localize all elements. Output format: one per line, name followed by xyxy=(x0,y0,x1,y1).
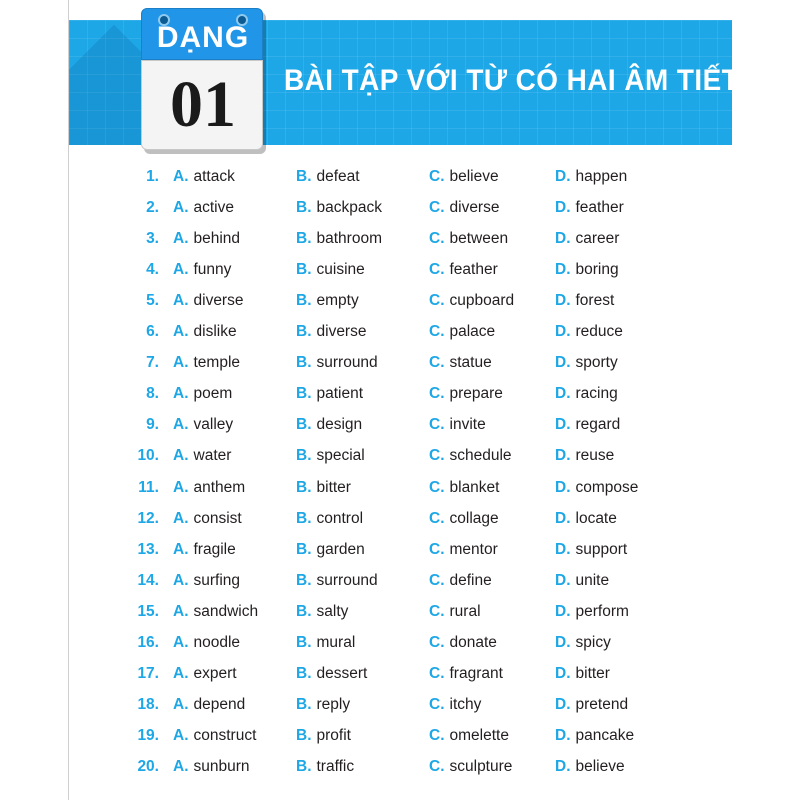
option-c xyxy=(429,199,499,217)
option-letter: A. xyxy=(173,757,189,775)
option-letter: D. xyxy=(555,478,571,496)
option-word: pancake xyxy=(575,726,635,744)
option-letter: D. xyxy=(555,230,571,248)
calendar-body xyxy=(141,60,263,150)
option-letter: C. xyxy=(429,757,445,775)
question-number: 17. xyxy=(137,664,159,682)
option-c xyxy=(429,292,514,310)
option-word: salty xyxy=(316,602,349,620)
question-row xyxy=(0,168,800,199)
question-row xyxy=(0,292,800,323)
option-word: dislike xyxy=(193,323,237,341)
option-letter: A. xyxy=(173,199,189,217)
question-number: 2. xyxy=(146,199,159,217)
option-word: diverse xyxy=(316,323,367,341)
question-row xyxy=(0,354,800,385)
option-word: surround xyxy=(316,354,378,372)
option-word: itchy xyxy=(449,695,482,713)
option-letter: B. xyxy=(296,571,312,589)
option-letter: B. xyxy=(296,695,312,713)
option-d xyxy=(555,168,627,186)
option-letter: A. xyxy=(173,168,189,185)
option-c xyxy=(429,354,492,372)
question-number: 9. xyxy=(146,416,159,434)
question-number: 11. xyxy=(138,478,159,496)
option-word: boring xyxy=(575,261,619,279)
option-word: surfing xyxy=(193,571,241,589)
option-d xyxy=(555,199,624,217)
option-word: bathroom xyxy=(316,230,382,248)
option-b xyxy=(296,603,348,621)
option-c xyxy=(429,168,499,186)
option-letter: C. xyxy=(429,478,445,496)
question-row xyxy=(0,479,800,510)
option-letter: D. xyxy=(555,509,571,527)
question-row xyxy=(0,634,800,665)
option-b xyxy=(296,758,354,776)
option-word: cupboard xyxy=(449,292,515,310)
option-letter: B. xyxy=(296,633,312,651)
option-word: donate xyxy=(449,633,497,651)
tag-number: 01 xyxy=(170,68,236,141)
option-word: construct xyxy=(193,726,257,744)
option-c xyxy=(429,510,499,528)
option-b xyxy=(296,168,360,186)
option-c xyxy=(429,665,503,683)
option-c xyxy=(429,603,481,621)
option-letter: A. xyxy=(173,695,189,713)
option-word: believe xyxy=(575,757,625,775)
question-row xyxy=(0,230,800,261)
option-word: spicy xyxy=(575,633,611,651)
option-letter: C. xyxy=(429,168,445,185)
option-a xyxy=(173,603,258,621)
option-d xyxy=(555,447,614,465)
option-c xyxy=(429,323,495,341)
option-letter: C. xyxy=(429,230,445,248)
option-b xyxy=(296,665,367,683)
option-word: funny xyxy=(193,261,232,279)
option-letter: D. xyxy=(555,261,571,279)
option-letter: B. xyxy=(296,726,312,744)
option-a xyxy=(173,385,232,403)
option-letter: A. xyxy=(173,323,189,341)
option-letter: C. xyxy=(429,695,445,713)
option-a xyxy=(173,541,236,559)
option-word: sporty xyxy=(575,354,618,372)
option-letter: B. xyxy=(296,478,312,496)
option-word: bitter xyxy=(575,664,610,682)
option-b xyxy=(296,354,378,372)
option-d xyxy=(555,758,625,776)
option-d xyxy=(555,385,618,403)
question-number: 1. xyxy=(146,168,159,185)
option-word: cuisine xyxy=(316,261,365,279)
option-letter: A. xyxy=(173,726,189,744)
option-word: sandwich xyxy=(193,602,259,620)
option-b xyxy=(296,572,378,590)
option-letter: A. xyxy=(173,540,189,558)
option-c xyxy=(429,416,486,434)
option-b xyxy=(296,541,365,559)
option-letter: C. xyxy=(429,540,445,558)
question-number: 20. xyxy=(137,757,159,775)
option-word: believe xyxy=(449,168,499,185)
option-word: omelette xyxy=(449,726,509,744)
option-word: feather xyxy=(575,199,624,217)
option-letter: A. xyxy=(173,447,189,465)
option-letter: C. xyxy=(429,385,445,403)
option-word: happen xyxy=(575,168,628,185)
calendar-tag xyxy=(141,8,263,150)
question-row xyxy=(0,323,800,354)
option-word: attack xyxy=(193,168,235,185)
option-word: expert xyxy=(193,664,237,682)
option-a xyxy=(173,572,240,590)
option-b xyxy=(296,292,359,310)
option-b xyxy=(296,230,382,248)
option-b xyxy=(296,385,363,403)
option-letter: D. xyxy=(555,416,571,434)
option-letter: A. xyxy=(173,571,189,589)
option-word: depend xyxy=(193,695,246,713)
option-letter: A. xyxy=(173,292,189,310)
option-letter: B. xyxy=(296,323,312,341)
option-letter: D. xyxy=(555,292,571,310)
option-word: traffic xyxy=(316,757,355,775)
option-d xyxy=(555,665,610,683)
option-word: fragile xyxy=(193,540,236,558)
option-letter: A. xyxy=(173,664,189,682)
option-word: sculpture xyxy=(449,757,513,775)
question-row xyxy=(0,510,800,541)
option-word: fragrant xyxy=(449,664,503,682)
option-a xyxy=(173,323,237,341)
option-letter: C. xyxy=(429,602,445,620)
option-b xyxy=(296,510,363,528)
option-a xyxy=(173,261,231,279)
option-d xyxy=(555,292,614,310)
page-title: BÀI TẬP VỚI TỪ CÓ HAI ÂM TIẾT xyxy=(284,64,740,97)
option-d xyxy=(555,541,627,559)
option-a xyxy=(173,634,240,652)
option-letter: D. xyxy=(555,447,571,465)
option-letter: B. xyxy=(296,447,312,465)
option-b xyxy=(296,199,382,217)
option-d xyxy=(555,696,628,714)
option-letter: D. xyxy=(555,168,571,185)
option-letter: D. xyxy=(555,695,571,713)
question-number: 4. xyxy=(146,261,159,279)
question-number: 15. xyxy=(137,602,159,620)
option-letter: A. xyxy=(173,633,189,651)
question-row xyxy=(0,696,800,727)
option-letter: C. xyxy=(429,354,445,372)
option-word: reply xyxy=(316,695,351,713)
question-number: 14. xyxy=(137,571,159,589)
option-letter: D. xyxy=(555,757,571,775)
option-d xyxy=(555,634,611,652)
option-d xyxy=(555,354,618,372)
option-word: diverse xyxy=(449,199,500,217)
option-word: noodle xyxy=(193,633,241,651)
option-word: support xyxy=(575,540,628,558)
question-number: 5. xyxy=(146,292,159,310)
option-word: collage xyxy=(449,509,499,527)
question-number: 7. xyxy=(146,354,159,372)
option-word: define xyxy=(449,571,492,589)
option-word: behind xyxy=(193,230,241,248)
option-word: prepare xyxy=(449,385,503,403)
option-letter: B. xyxy=(296,602,312,620)
option-letter: C. xyxy=(429,633,445,651)
question-number: 13. xyxy=(137,540,159,558)
option-a xyxy=(173,696,245,714)
option-letter: B. xyxy=(296,664,312,682)
question-row xyxy=(0,572,800,603)
option-c xyxy=(429,447,512,465)
option-c xyxy=(429,479,499,497)
option-letter: C. xyxy=(429,199,445,217)
question-row xyxy=(0,758,800,789)
option-letter: A. xyxy=(173,261,189,279)
option-letter: A. xyxy=(173,602,189,620)
option-letter: B. xyxy=(296,261,312,279)
calendar-header xyxy=(141,8,263,60)
option-b xyxy=(296,416,362,434)
option-letter: B. xyxy=(296,230,312,248)
option-word: patient xyxy=(316,385,364,403)
option-word: special xyxy=(316,447,365,465)
option-letter: D. xyxy=(555,664,571,682)
option-letter: B. xyxy=(296,540,312,558)
question-number: 19. xyxy=(137,726,159,744)
option-a xyxy=(173,168,235,186)
option-word: defeat xyxy=(316,168,360,185)
option-word: empty xyxy=(316,292,359,310)
option-word: anthem xyxy=(193,478,246,496)
question-row xyxy=(0,385,800,416)
option-letter: B. xyxy=(296,385,312,403)
question-row xyxy=(0,727,800,758)
option-word: surround xyxy=(316,571,378,589)
option-word: mentor xyxy=(449,540,498,558)
option-c xyxy=(429,385,503,403)
option-word: temple xyxy=(193,354,241,372)
option-word: schedule xyxy=(449,447,512,465)
option-letter: A. xyxy=(173,416,189,434)
option-letter: D. xyxy=(555,540,571,558)
option-letter: B. xyxy=(296,509,312,527)
option-word: control xyxy=(316,509,364,527)
option-word: racing xyxy=(575,385,618,403)
option-a xyxy=(173,292,243,310)
option-a xyxy=(173,199,234,217)
option-word: feather xyxy=(449,261,498,279)
option-c xyxy=(429,696,481,714)
option-a xyxy=(173,230,240,248)
option-word: valley xyxy=(193,416,234,434)
option-d xyxy=(555,727,634,745)
option-word: between xyxy=(449,230,509,248)
option-letter: C. xyxy=(429,664,445,682)
option-word: backpack xyxy=(316,199,382,217)
option-letter: A. xyxy=(173,478,189,496)
question-row xyxy=(0,447,800,478)
option-letter: B. xyxy=(296,757,312,775)
option-word: reuse xyxy=(575,447,615,465)
option-word: regard xyxy=(575,416,621,434)
option-b xyxy=(296,634,355,652)
option-word: rural xyxy=(449,602,481,620)
option-word: active xyxy=(193,199,234,217)
option-letter: B. xyxy=(296,416,312,434)
option-word: invite xyxy=(449,416,486,434)
option-a xyxy=(173,758,250,776)
option-letter: D. xyxy=(555,385,571,403)
question-number: 12. xyxy=(137,509,159,527)
option-letter: C. xyxy=(429,447,445,465)
option-letter: C. xyxy=(429,416,445,434)
option-c xyxy=(429,230,508,248)
option-word: design xyxy=(316,416,363,434)
option-a xyxy=(173,354,240,372)
option-letter: D. xyxy=(555,571,571,589)
question-row xyxy=(0,261,800,292)
question-number: 8. xyxy=(146,385,159,403)
question-row xyxy=(0,665,800,696)
question-row xyxy=(0,416,800,447)
question-row xyxy=(0,603,800,634)
question-number: 10. xyxy=(137,447,159,465)
option-letter: C. xyxy=(429,509,445,527)
option-word: dessert xyxy=(316,664,368,682)
option-d xyxy=(555,603,629,621)
option-letter: C. xyxy=(429,323,445,341)
tag-label: DẠNG xyxy=(156,21,250,54)
option-c xyxy=(429,572,492,590)
option-c xyxy=(429,758,512,776)
question-number: 3. xyxy=(146,230,159,248)
option-word: blanket xyxy=(449,478,500,496)
option-letter: B. xyxy=(296,168,312,185)
option-d xyxy=(555,510,617,528)
option-letter: C. xyxy=(429,571,445,589)
option-word: reduce xyxy=(575,323,623,341)
option-d xyxy=(555,261,619,279)
option-word: perform xyxy=(575,602,629,620)
question-row xyxy=(0,199,800,230)
option-word: bitter xyxy=(316,478,351,496)
option-letter: D. xyxy=(555,354,571,372)
option-word: statue xyxy=(449,354,492,372)
question-number: 18. xyxy=(137,695,159,713)
option-word: compose xyxy=(575,478,639,496)
option-d xyxy=(555,230,619,248)
option-a xyxy=(173,665,237,683)
option-word: garden xyxy=(316,540,365,558)
option-letter: A. xyxy=(173,385,189,403)
option-d xyxy=(555,416,620,434)
option-letter: D. xyxy=(555,726,571,744)
option-a xyxy=(173,510,242,528)
option-b xyxy=(296,696,350,714)
option-a xyxy=(173,479,245,497)
option-letter: A. xyxy=(173,230,189,248)
option-letter: D. xyxy=(555,633,571,651)
option-letter: A. xyxy=(173,509,189,527)
option-word: diverse xyxy=(193,292,244,310)
option-word: pretend xyxy=(575,695,629,713)
option-word: mural xyxy=(316,633,356,651)
option-word: poem xyxy=(193,385,233,403)
question-row xyxy=(0,541,800,572)
option-letter: C. xyxy=(429,292,445,310)
option-letter: D. xyxy=(555,602,571,620)
option-word: water xyxy=(193,447,232,465)
option-word: consist xyxy=(193,509,242,527)
option-letter: B. xyxy=(296,199,312,217)
option-word: profit xyxy=(316,726,351,744)
option-c xyxy=(429,634,497,652)
option-word: career xyxy=(575,230,620,248)
option-letter: D. xyxy=(555,199,571,217)
option-word: locate xyxy=(575,509,617,527)
option-letter: A. xyxy=(173,354,189,372)
option-d xyxy=(555,572,609,590)
option-a xyxy=(173,416,233,434)
option-letter: C. xyxy=(429,261,445,279)
question-number: 16. xyxy=(137,633,159,651)
option-d xyxy=(555,323,623,341)
option-a xyxy=(173,447,231,465)
option-letter: B. xyxy=(296,292,312,310)
option-letter: D. xyxy=(555,323,571,341)
option-b xyxy=(296,727,351,745)
question-number: 6. xyxy=(146,323,159,341)
option-word: unite xyxy=(575,571,610,589)
option-d xyxy=(555,479,638,497)
option-c xyxy=(429,261,498,279)
option-b xyxy=(296,323,366,341)
option-word: forest xyxy=(575,292,615,310)
option-letter: B. xyxy=(296,354,312,372)
option-b xyxy=(296,479,351,497)
option-b xyxy=(296,261,365,279)
option-word: sunburn xyxy=(193,757,250,775)
option-word: palace xyxy=(449,323,496,341)
option-letter: C. xyxy=(429,726,445,744)
option-c xyxy=(429,727,509,745)
option-c xyxy=(429,541,498,559)
option-a xyxy=(173,727,256,745)
option-b xyxy=(296,447,365,465)
